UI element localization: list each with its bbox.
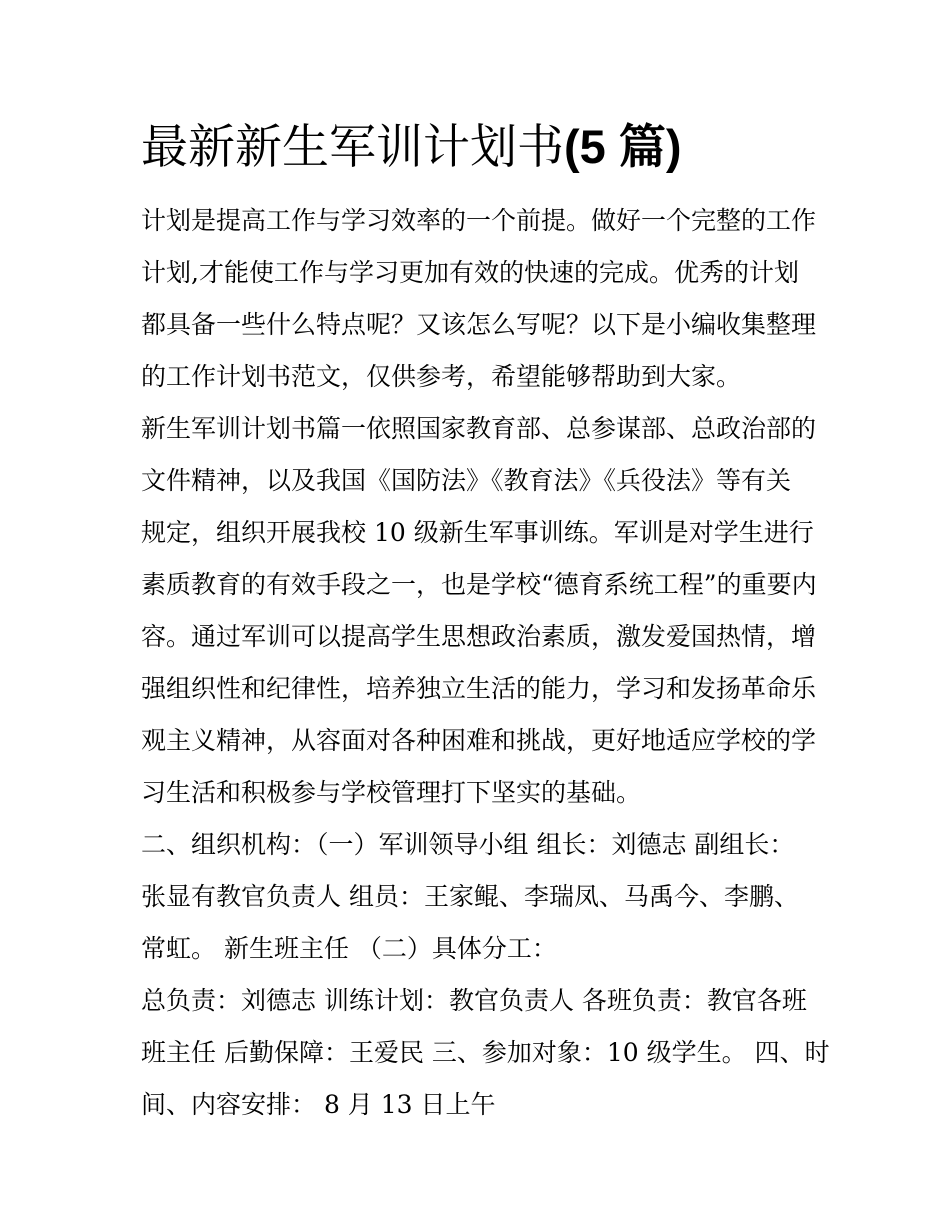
body-line: 间、内容安排： 8 月 13 日上午	[141, 1090, 496, 1119]
body-line: 规定，组织开展我校 10 级新生军事训练。军训是对学生进行	[141, 518, 814, 547]
body-line: 计划是提高工作与学习效率的一个前提。做好一个完整的工作	[141, 206, 817, 235]
body-line: 观主义精神，从容面对各种困难和挑战，更好地适应学校的学	[141, 726, 817, 755]
body-line: 素质教育的有效手段之一，也是学校“德育系统工程”的重要内	[141, 570, 817, 599]
document-title-text: 最新新生军训计划书	[141, 120, 564, 175]
body-line: 都具备一些什么特点呢？又该怎么写呢？以下是小编收集整理	[141, 310, 817, 339]
body-line: 班主任 后勤保障：王爱民 三、参加对象：10 级学生。 四、时	[141, 1038, 830, 1067]
body-line: 习生活和积极参与学校管理打下坚实的基础。	[141, 778, 642, 807]
body-line: 总负责：刘德志 训练计划：教官负责人 各班负责：教官各班	[141, 986, 807, 1015]
body-line: 计划,才能使工作与学习更加有效的快速的完成。优秀的计划	[141, 258, 799, 287]
document-title	[141, 115, 682, 180]
body-line: 张显有教官负责人 组员：王家鲲、李瑞凤、马禹今、李鹏、	[141, 882, 799, 911]
document-title-count: (5 篇)	[564, 120, 682, 173]
body-line: 的工作计划书范文，仅供参考，希望能够帮助到大家。	[141, 362, 742, 391]
document-body	[141, 195, 830, 1131]
body-line: 强组织性和纪律性，培养独立生活的能力，学习和发扬革命乐	[141, 674, 817, 703]
body-line: 文件精神，以及我国《国防法》《教育法》《兵役法》等有关	[141, 466, 792, 495]
body-line: 容。通过军训可以提高学生思想政治素质，激发爱国热情，增	[141, 622, 817, 651]
body-line: 二、组织机构：（一）军训领导小组 组长：刘德志 副组长：	[141, 830, 795, 859]
body-line: 新生军训计划书篇一依照国家教育部、总参谋部、总政治部的	[141, 414, 817, 443]
body-line: 常虹。 新生班主任 （二）具体分工：	[141, 934, 557, 963]
